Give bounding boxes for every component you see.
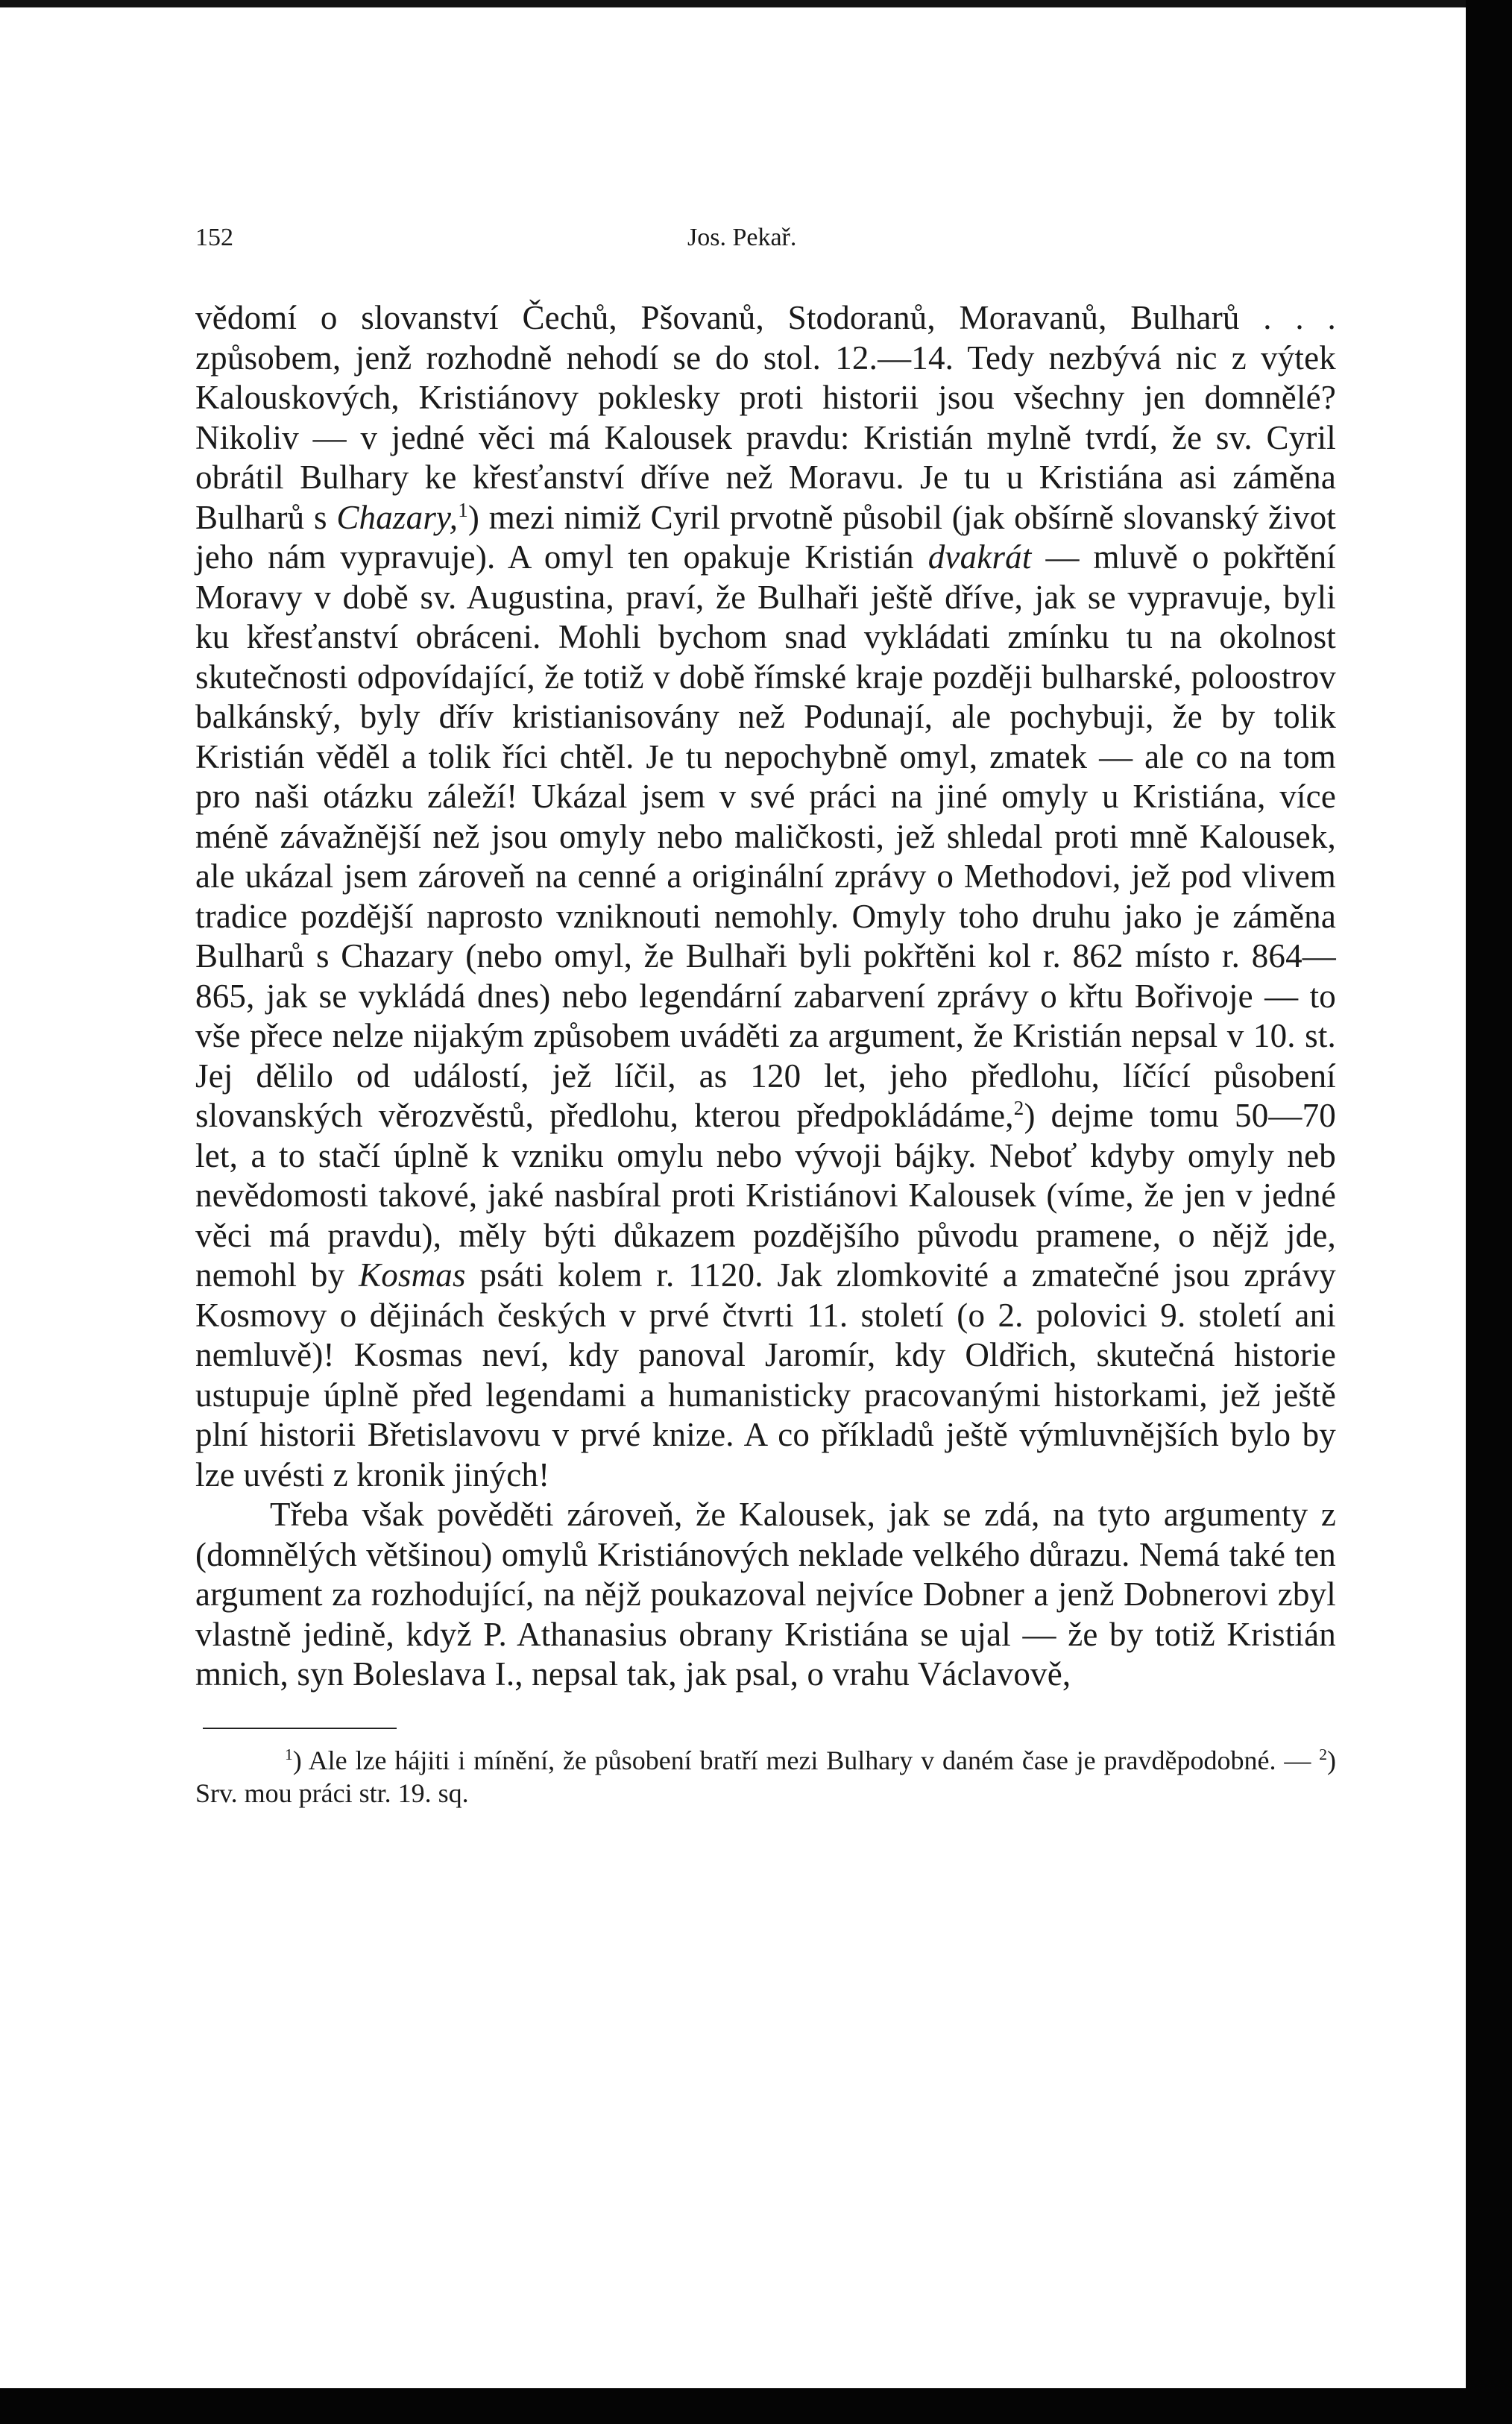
scan-border-bottom (0, 2388, 1512, 2424)
italic-kosmas: Kosmas (358, 1256, 466, 1294)
book-page (195, 224, 1336, 1810)
footnote-ref-1: 1 (458, 498, 468, 521)
paragraph-1 (195, 298, 1336, 1495)
footnote-1-label: 1 (285, 1745, 293, 1763)
paragraph-1-part-d: ) dejme tomu 50—70 let, a to stačí úplně k vzniku omylu nebo vývoji bájky. Neboť kdyby omyly neb nevědomosti takové, jaké nasbíral proti Kristiánovi Kalousek (víme, že jen v jedné věci má pravdu), měly býti důkazem pozdějšího původu pramene, o nějž jde, nemohl by (195, 1097, 1336, 1294)
footnote-ref-2: 2 (1013, 1097, 1024, 1119)
italic-dvakrat: dvakrát (927, 538, 1032, 576)
italic-chazary: Chazary, (336, 498, 459, 536)
page-number: 152 (195, 224, 233, 251)
footnotes (195, 1744, 1336, 1810)
paragraph-2: Třeba však pověděti zároveň, že Kalousek, jak se zdá, na tyto argumenty z (domnělých většinou) omylů Kristiánových neklade velkého důrazu. Nemá také ten argument za rozhodující, na nějž poukazoval nejvíce Dobner a jenž Dobnerovi zbyl vlastně jedině, když P. Athanasius obrany Kristiána se ujal — že by totiž Kristián mnich, syn Boleslava I., nepsal tak, jak psal, o vrahu Václavově, (195, 1496, 1336, 1693)
footnote-1-text: ) Ale lze hájiti i mínění, že působení bratří mezi Bulhary v daném čase je pravděpodobné. — (292, 1745, 1320, 1775)
scan-border-top (0, 0, 1512, 7)
body-text (195, 298, 1336, 1695)
paragraph-1-part-c: — mluvě o pokřtění Moravy v době sv. Augustina, praví, že Bulhaři ještě dříve, jak se vypravuje, byli ku křesťanství obráceni. Mohli bychom snad vykládati zmínku tu na okolnost skutečnosti odpovídající, že totiž v době římské kraje později bulharské, poloostrov balkánský, byly dřív kristianisovány než Podunají, ale pochybuji, že by tolik Kristián věděl a tolik říci chtěl. Je tu nepochybně omyl, zmatek — ale co na tom pro naši otázku záleží! Ukázal jsem v své práci na jiné omyly u Kristiána, více méně závažnější než jsou omyly nebo maličkosti, jež shledal proti mně Kalousek, ale ukázal jsem zároveň na cenné a originální zprávy o Methodovi, jež pod vlivem tradice pozdější naprosto vzniknouti nemohly. Omyly toho druhu jako je záměna Bulharů s Chazary (nebo omyl, že Bulhaři byli pokřtěni kol r. 862 místo r. 864—865, jak se vykládá dnes) nebo legendární zabarvení zprávy o křtu Bořivoje — to vše přece nelze nijakým způsobem uváděti za argument, že Kristián nepsal v 10. st. Jej dělilo od událostí, jež líčil, as 120 let, jeho předlohu, líčící působení slovanských věrozvěstů, předlohu, kterou předpokládáme, (195, 538, 1336, 1134)
running-head-author: Jos. Pekař. (687, 224, 797, 251)
footnote-2-label: 2 (1319, 1745, 1327, 1763)
paragraph-1-part-e: psáti kolem r. 1120. Jak zlomkovité a zmatečné jsou zprávy Kosmovy o dějinách českých v prvé čtvrti 11. století (o 2. polovici 9. století ani nemluvě)! Kosmas neví, kdy panoval Jaromír, kdy Oldřich, skutečná historie ustupuje úplně před legendami a humanisticky pracovanými historkami, jež ještě plní historii Břetislavovu v prvé knize. A co příkladů ještě výmluvnějších bylo by lze uvésti z kronik jiných! (195, 1256, 1337, 1493)
paragraph-1-part-b: ) mezi nimiž Cyril prvotně působil (jak obšírně slovanský život jeho nám vypravuje). A omyl ten opakuje Kristián (195, 498, 1336, 576)
footnote-2-text: ) Srv. mou práci str. 19. sq. (195, 1745, 1336, 1808)
footnote-divider (203, 1728, 397, 1729)
scan-border-right (1466, 0, 1512, 2424)
running-head (195, 224, 1336, 268)
paragraph-1-part-a: vědomí o slovanství Čechů, Pšovanů, Stodoranů, Moravanů, Bulharů . . . způsobem, jenž rozhodně nehodí se do stol. 12.—14. Tedy nezbývá nic z výtek Kalouskových, Kristiánovy poklesky proti historii jsou všechny jen domnělé? Nikoliv — v jedné věci má Kalousek pravdu: Kristián mylně tvrdí, že sv. Cyril obrátil Bulhary ke křesťanství dříve než Moravu. Je tu u Kristiána asi záměna Bulharů s (195, 299, 1336, 536)
footnote-block (195, 1744, 1336, 1810)
